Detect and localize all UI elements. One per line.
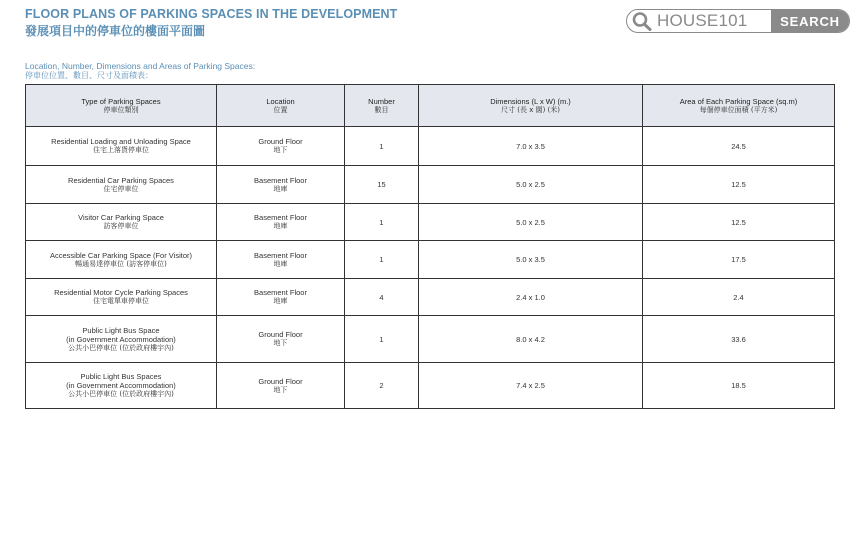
- cell-area: 12.5: [643, 166, 835, 204]
- cell-dimensions: 7.4 x 2.5: [419, 363, 643, 409]
- cell-number: 1: [345, 127, 419, 166]
- cell-location: Basement Floor 地庫: [217, 241, 345, 279]
- cell-number: 1: [345, 204, 419, 241]
- cell-type: Residential Motor Cycle Parking Spaces 住宅電單車停車位: [26, 279, 217, 316]
- cell-dimensions: 2.4 x 1.0: [419, 279, 643, 316]
- cell-location: Ground Floor 地下: [217, 127, 345, 166]
- search-icon: [631, 11, 653, 31]
- table-row: [26, 316, 835, 363]
- cell-type: Public Light Bus Space (in Government Accommodation) 公共小巴停車位 (位於政府樓宇內): [26, 316, 217, 363]
- table-row: [26, 204, 835, 241]
- table-caption: Location, Number, Dimensions and Areas of Parking Spaces:: [25, 61, 256, 71]
- page-title: FLOOR PLANS OF PARKING SPACES IN THE DEVELOPMENT: [25, 7, 398, 21]
- cell-area: 24.5: [643, 127, 835, 166]
- column-header-location: Location 位置: [217, 85, 345, 127]
- column-header-dimensions: Dimensions (L x W) (m.) 尺寸 (長 x 闊) (米): [419, 85, 643, 127]
- cell-area: 2.4: [643, 279, 835, 316]
- table-row: [26, 241, 835, 279]
- search-input[interactable]: [627, 10, 771, 32]
- table-row: [26, 279, 835, 316]
- column-header-number: Number 數目: [345, 85, 419, 127]
- cell-number: 2: [345, 363, 419, 409]
- column-header-area: Area of Each Parking Space (sq.m) 每個停車位面積 (平方米): [643, 85, 835, 127]
- cell-dimensions: 5.0 x 2.5: [419, 204, 643, 241]
- cell-type: Residential Car Parking Spaces 住宅停車位: [26, 166, 217, 204]
- table-caption-chinese: 停車位位置、數目、尺寸及面積表：: [25, 71, 153, 80]
- cell-type: Public Light Bus Spaces (in Government Accommodation) 公共小巴停車位 (位於政府樓宇內): [26, 363, 217, 409]
- page-title-chinese: 發展項目中的停車位的樓面平面圖: [25, 24, 206, 38]
- cell-location: Ground Floor 地下: [217, 363, 345, 409]
- cell-number: 4: [345, 279, 419, 316]
- table-header-row: [26, 85, 835, 127]
- cell-location: Basement Floor 地庫: [217, 166, 345, 204]
- cell-type: Residential Loading and Unloading Space 住宅上落貨停車位: [26, 127, 217, 166]
- table-row: [26, 166, 835, 204]
- cell-type: Accessible Car Parking Space (For Visitor) 暢通易達停車位 (訪客停車位): [26, 241, 217, 279]
- cell-number: 1: [345, 316, 419, 363]
- parking-spaces-table: [25, 84, 835, 409]
- cell-area: 33.6: [643, 316, 835, 363]
- column-header-type: Type of Parking Spaces 停車位類別: [26, 85, 217, 127]
- cell-location: Ground Floor 地下: [217, 316, 345, 363]
- cell-dimensions: 7.0 x 3.5: [419, 127, 643, 166]
- search-query-text: HOUSE101: [657, 11, 748, 30]
- search-bar: [626, 9, 850, 33]
- cell-area: 18.5: [643, 363, 835, 409]
- table-row: [26, 127, 835, 166]
- cell-dimensions: 8.0 x 4.2: [419, 316, 643, 363]
- table-row: [26, 363, 835, 409]
- cell-number: 1: [345, 241, 419, 279]
- cell-location: Basement Floor 地庫: [217, 279, 345, 316]
- search-button[interactable]: SEARCH: [771, 10, 849, 32]
- cell-area: 17.5: [643, 241, 835, 279]
- cell-dimensions: 5.0 x 2.5: [419, 166, 643, 204]
- cell-location: Basement Floor 地庫: [217, 204, 345, 241]
- cell-dimensions: 5.0 x 3.5: [419, 241, 643, 279]
- cell-area: 12.5: [643, 204, 835, 241]
- cell-type: Visitor Car Parking Space 訪客停車位: [26, 204, 217, 241]
- cell-number: 15: [345, 166, 419, 204]
